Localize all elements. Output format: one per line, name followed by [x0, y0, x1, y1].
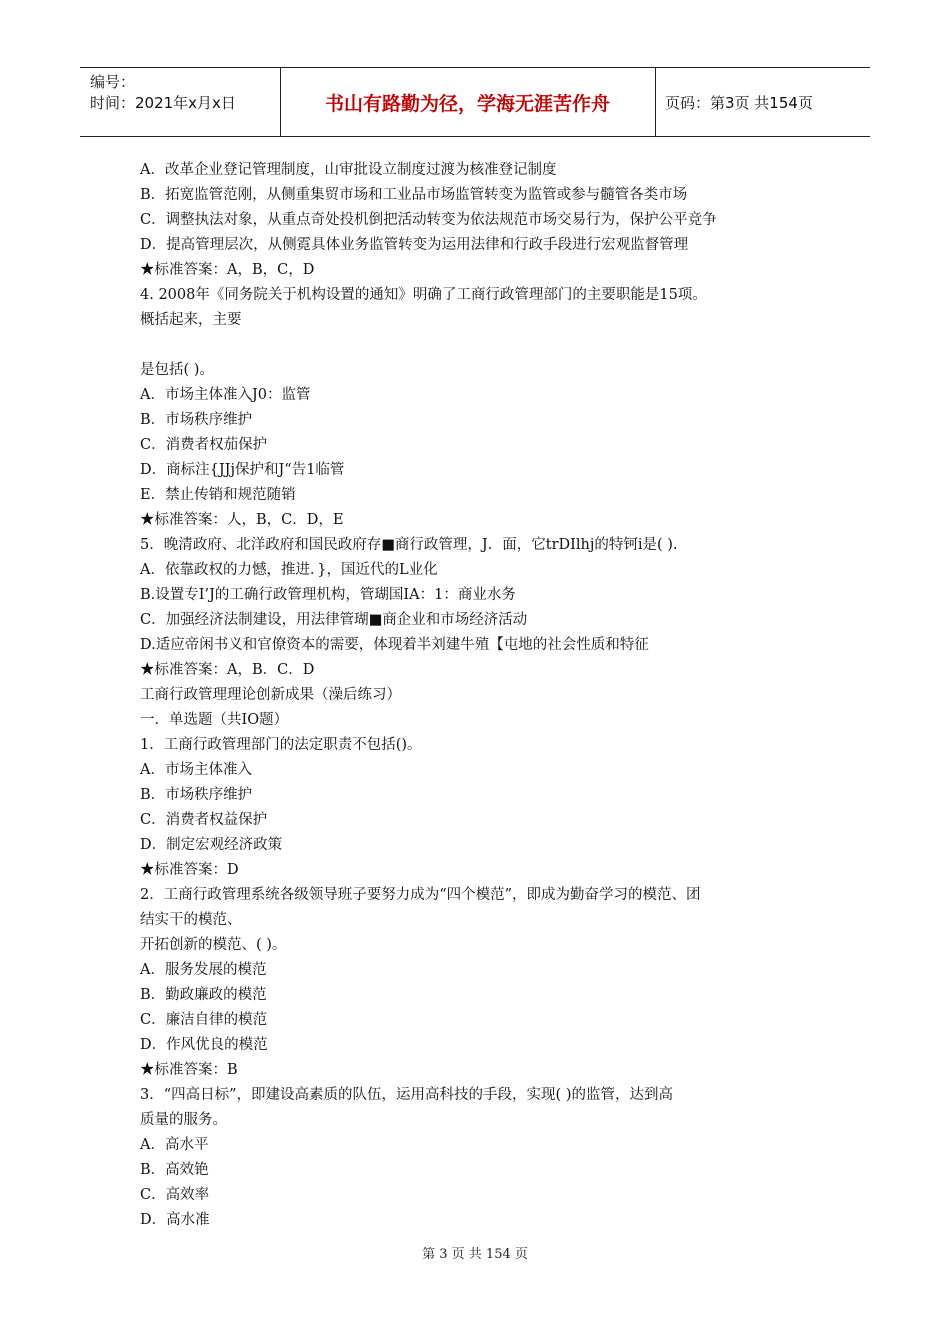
- text-line: B.设置专I’J的工确行政管理机构，管瑚国IA：1：商业水务: [140, 587, 516, 603]
- text-line: A．依靠政权的力憾，推进．}，国近代的L业化: [140, 562, 438, 578]
- text-line: 5．晚清政府、北洋政府和国民政府存■商行政管理，J．面，它trDIlhj的特钶i是( ).: [140, 537, 678, 553]
- document-body: [140, 158, 820, 1233]
- text-line: C．高效率: [140, 1187, 210, 1203]
- text-line: 1．工商行政管理部门的法定职责不包括()。: [140, 737, 422, 753]
- header-divider-right: [655, 68, 656, 136]
- text-line: D.适应帝闲书义和官僚资本的需要，体现着半刘建牛殖【屯地的社会性质和特征: [140, 637, 649, 653]
- header-page-info: 页码：第3页 共154页: [665, 93, 813, 112]
- text-line: C．廉洁自律的模范: [140, 1012, 268, 1028]
- code-label: 编号：: [90, 73, 136, 91]
- text-line: 概括起来，主要: [140, 312, 242, 328]
- text-line: 一．单选题（共IO题）: [140, 712, 289, 728]
- text-line: B．拓宽监管范刚，从侧重集贸市场和工业品市场监管转变为监管或参与髓管各类市场: [140, 187, 688, 203]
- text-line: D．作风优良的模范: [140, 1037, 268, 1053]
- header-meta: [90, 72, 236, 114]
- header-motto: 书山有路勤为径，学海无涯苦作舟: [324, 92, 610, 115]
- text-line: ★标准答案：B: [140, 1062, 238, 1078]
- text-line: A．市场主体准入J0：监管: [140, 387, 311, 403]
- text-line: ★标准答案：A，B．C．D: [140, 662, 315, 678]
- text-line: A．高水平: [140, 1137, 209, 1153]
- text-line: A．市场主体准入: [140, 762, 252, 778]
- text-line: C．消费者权茄保护: [140, 437, 268, 453]
- text-line: 质量的服务。: [140, 1112, 227, 1128]
- text-line: C．消费者权益保护: [140, 812, 268, 828]
- text-line: 是包括( )。: [140, 362, 214, 378]
- text-line: 2．工商行政管理系统各级领导班子要努力成为“四个模范”，即成为勤奋学习的模范、团: [140, 887, 701, 903]
- text-line: ★标准答案：A，B，C，D: [140, 262, 315, 278]
- text-line: D．高水准: [140, 1212, 210, 1228]
- page-footer: 第 3 页 共 154 页: [422, 1247, 528, 1262]
- text-line: A．服务发展的模范: [140, 962, 267, 978]
- text-line: 开拓创新的模范、( )。: [140, 937, 287, 953]
- text-line: 4. 2008年《同务院关于机构设置的通知》明确了工商行政管理部门的主要职能是15项。: [140, 287, 707, 303]
- text-line: C．加强经济法制建设，用法律管瑚■商企业和市场经济活动: [140, 612, 528, 628]
- page-header: [80, 67, 870, 137]
- blank-line: [140, 333, 820, 358]
- text-line: E．禁止传销和规范随销: [140, 487, 296, 503]
- text-line: B．勤政廉政的模范: [140, 987, 267, 1003]
- text-line: ★标准答案：D: [140, 862, 239, 878]
- text-line: 3．“四高日标”，即建设高素质的队伍，运用高科技的手段，实现( )的监管，达到高: [140, 1087, 673, 1103]
- time-label: 时间：2021年x月x日: [90, 94, 236, 112]
- text-line: B．市场秩序维护: [140, 412, 253, 428]
- text-line: D．制定宏观经济政策: [140, 837, 283, 853]
- text-line: D．提高管理层次，从侧霓具体业务监管转变为运用法律和行政手段进行宏观监督管理: [140, 237, 689, 253]
- text-line: 结实干的模范、: [140, 912, 242, 928]
- text-line: D．商标注{JJj保护和J“告1临管: [140, 462, 345, 478]
- text-line: ★标准答案：人，B，C．D，E: [140, 512, 344, 528]
- text-line: C．调整执法对象，从重点奇处投机倒把活动转变为依法规范市场交易行为，保护公平竞争: [140, 212, 717, 228]
- text-line: 工商行政管理理论创新成果（澡后练习）: [140, 687, 401, 703]
- text-line: B．市场秩序维护: [140, 787, 253, 803]
- text-line: B．高效铯: [140, 1162, 209, 1178]
- text-line: A．改革企业登记管理制度，山审批设立制度过渡为核准登记制度: [140, 162, 557, 178]
